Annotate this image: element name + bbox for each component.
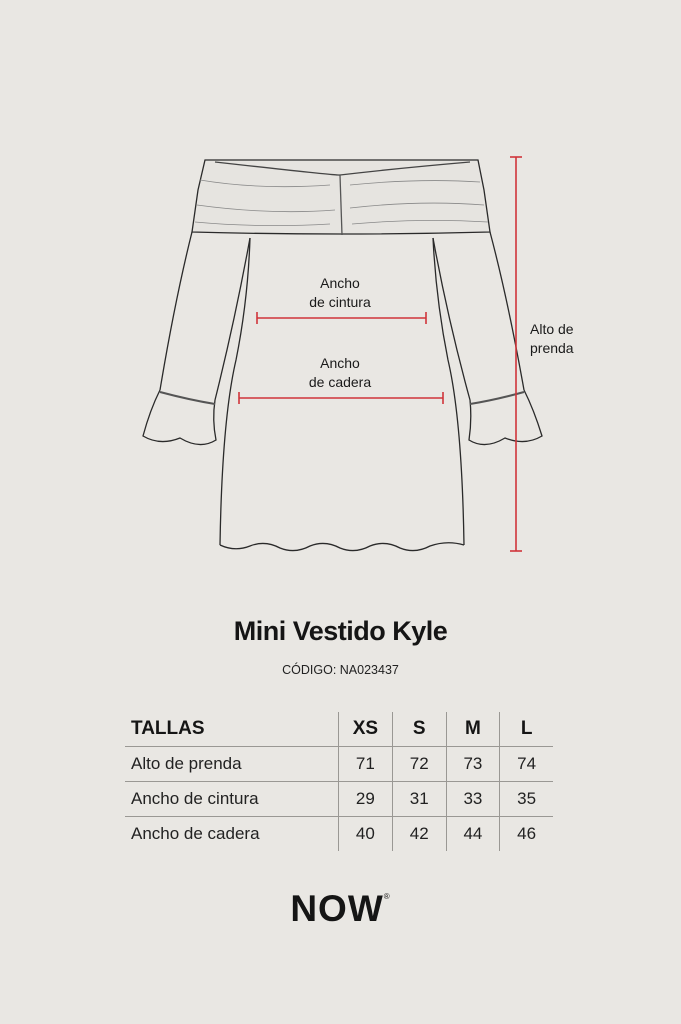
size-xs-header: XS — [338, 712, 392, 747]
table-row — [125, 747, 553, 782]
garment-length-label — [530, 320, 600, 358]
cell-value: 29 — [338, 782, 392, 817]
cell-value: 73 — [446, 747, 500, 782]
size-m-header: M — [446, 712, 500, 747]
cell-value: 44 — [446, 817, 500, 852]
cell-value: 31 — [392, 782, 446, 817]
product-code: CÓDIGO: NA023437 — [282, 663, 399, 677]
cell-value: 74 — [500, 747, 553, 782]
hip-label-line1: Ancho — [320, 355, 360, 371]
row-label: Alto de prenda — [125, 747, 338, 782]
cell-value: 71 — [338, 747, 392, 782]
size-s-header: S — [392, 712, 446, 747]
size-table — [125, 712, 553, 851]
brand-logo — [0, 888, 681, 930]
cell-value: 72 — [392, 747, 446, 782]
size-header-row — [125, 712, 553, 747]
length-label-line2: prenda — [530, 340, 574, 356]
table-row — [125, 782, 553, 817]
registered-mark: ® — [383, 892, 391, 901]
table-row — [125, 817, 553, 852]
row-label: Ancho de cadera — [131, 824, 260, 843]
hip-width-label — [290, 354, 390, 392]
waist-label-line2: de cintura — [309, 294, 371, 310]
cell-value: 35 — [500, 782, 553, 817]
sizes-header: TALLAS — [125, 712, 338, 747]
waist-label-line1: Ancho — [320, 275, 360, 291]
cell-value: 46 — [500, 817, 553, 852]
hip-label-line2: de cadera — [308, 374, 372, 390]
brand-logo-text: NOW — [290, 888, 384, 929]
cell-value: 42 — [392, 817, 446, 852]
product-title: Mini Vestido Kyle — [233, 616, 448, 646]
size-l-header: L — [500, 712, 553, 747]
waist-width-label — [290, 274, 390, 312]
cell-value: 40 — [338, 817, 392, 852]
length-label-line1: Alto de — [530, 321, 574, 337]
row-label: Ancho de cintura — [125, 782, 338, 817]
cell-value: 33 — [446, 782, 500, 817]
